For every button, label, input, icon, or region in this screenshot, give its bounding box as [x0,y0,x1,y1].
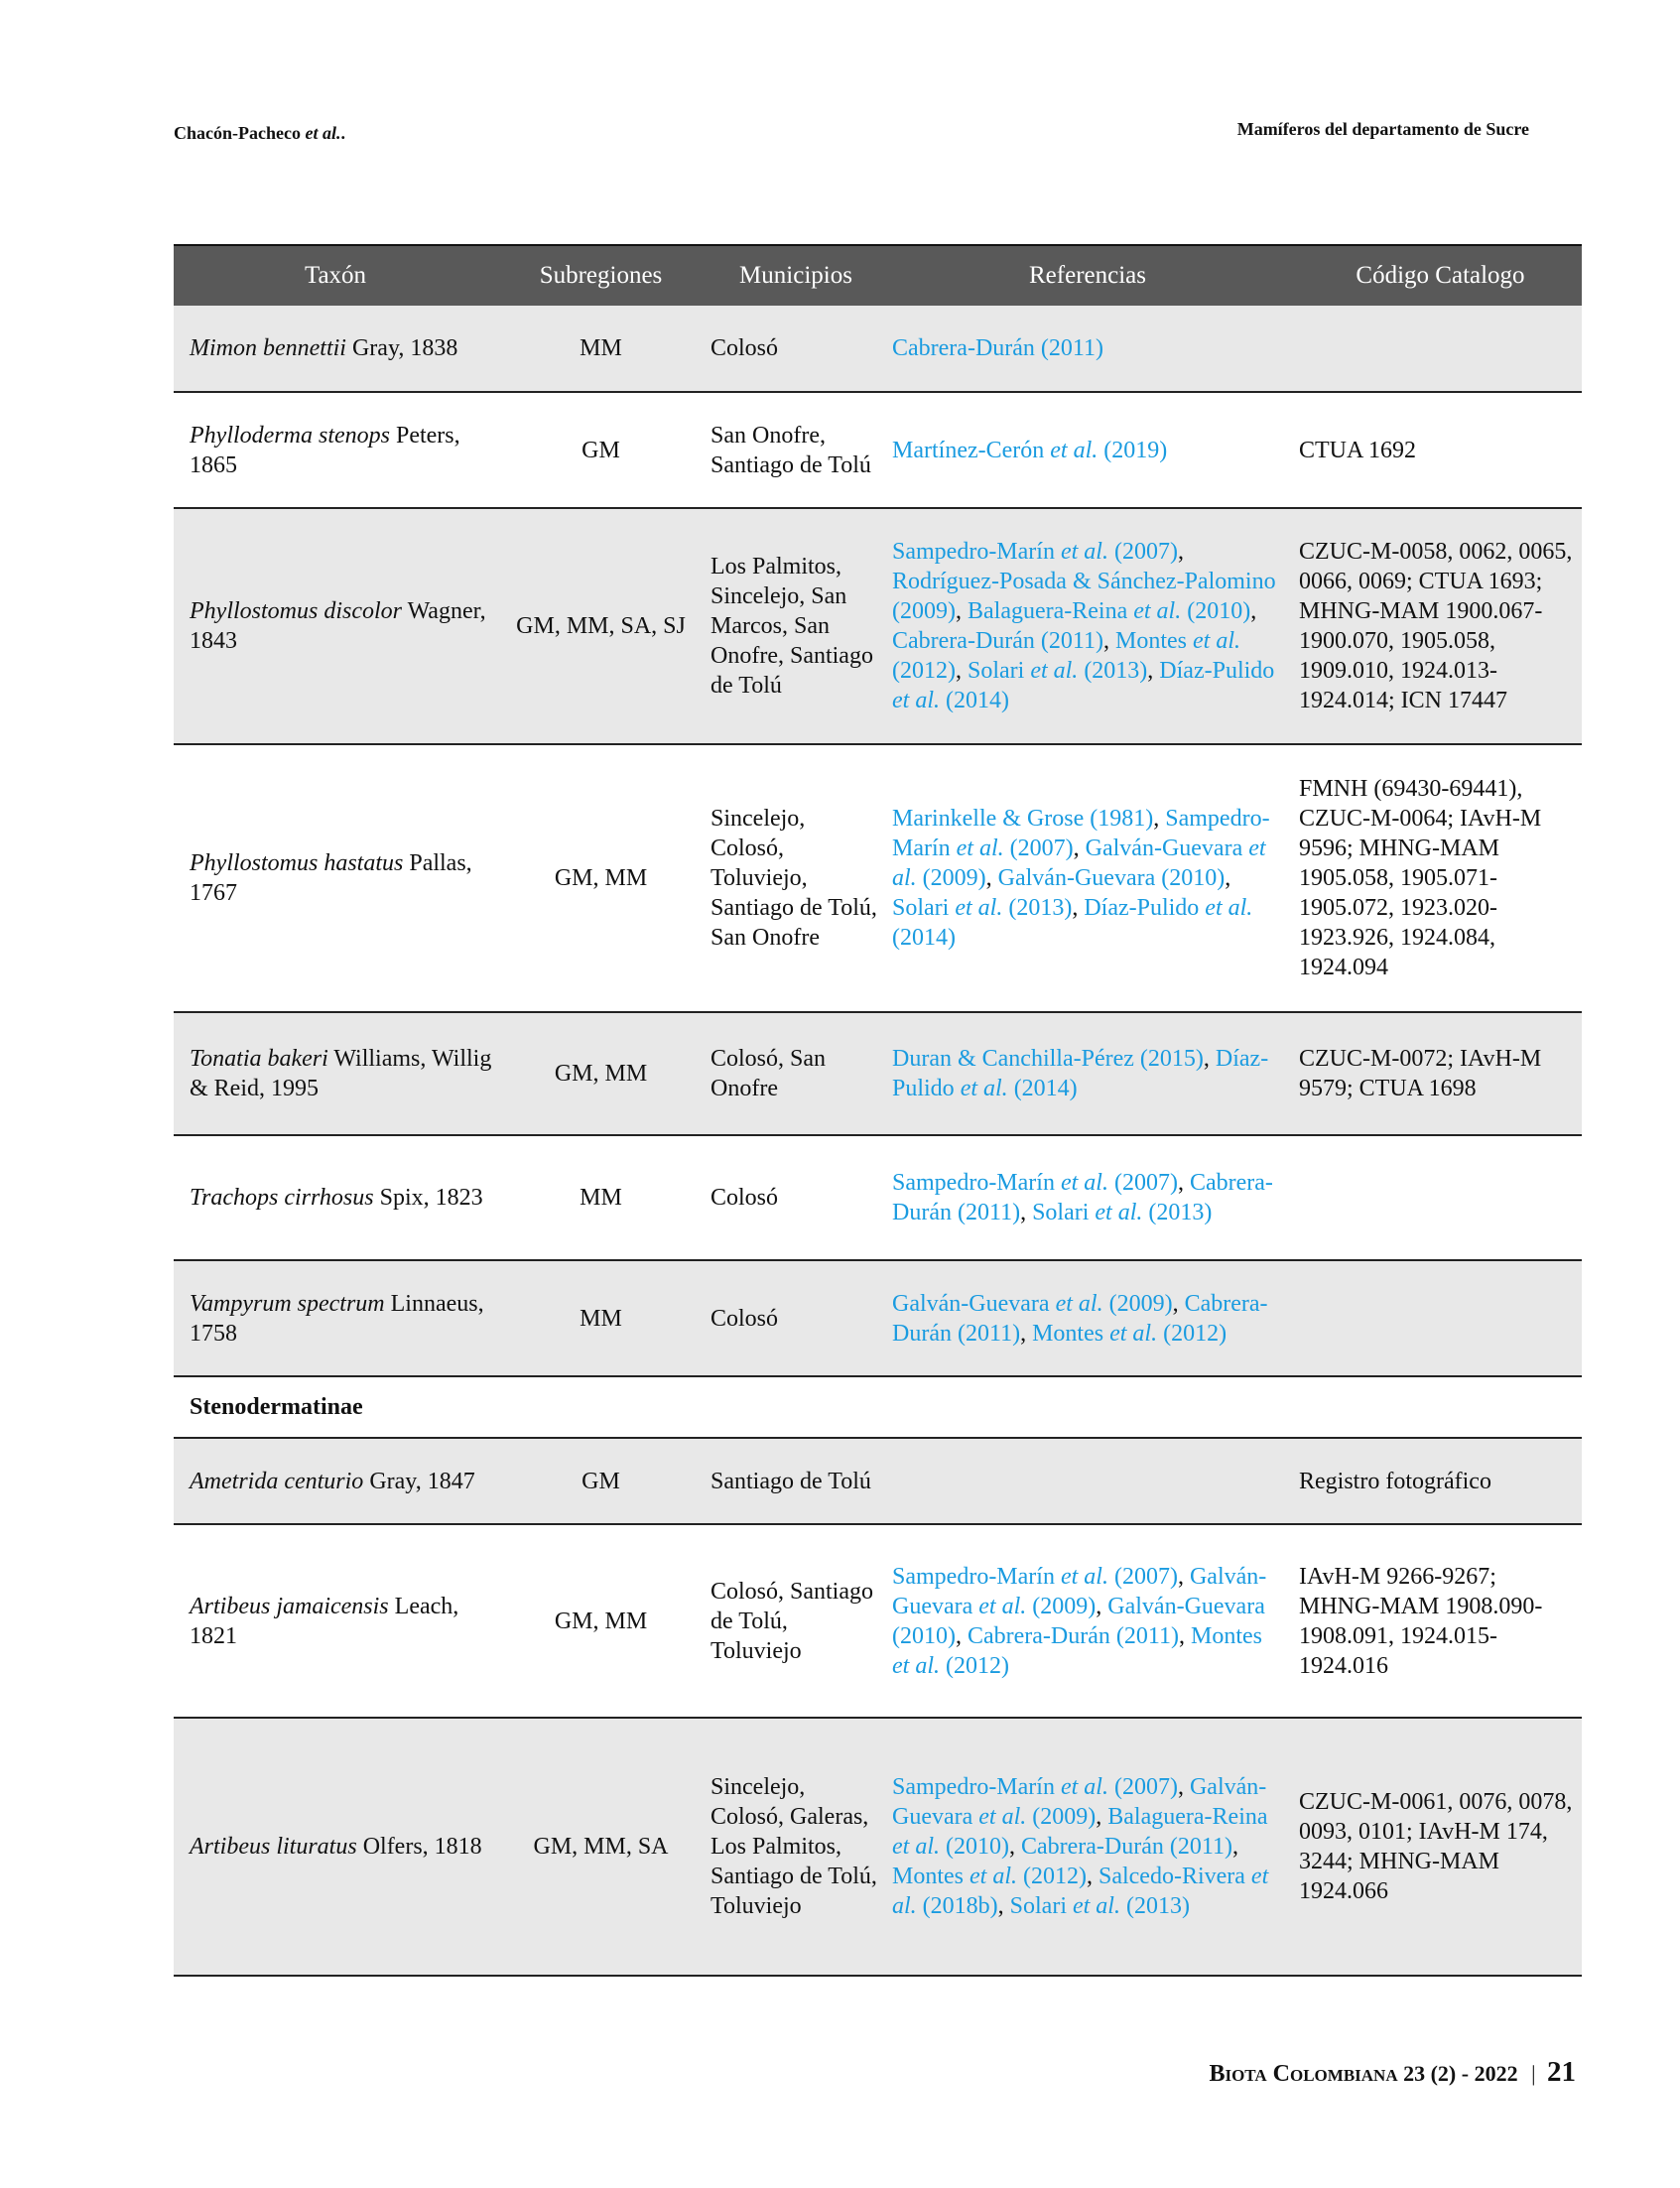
species-authority: Peters, 1865 [190,422,460,478]
reference-link[interactable] [892,1291,1173,1317]
reference-etal: et al. [1127,598,1182,624]
reference-link[interactable] [892,1564,1178,1590]
running-header-title: Mamíferos del departamento de Sucre [1236,119,1529,139]
reference-etal: et al. [950,836,1004,861]
page-number: 21 [1547,2056,1576,2088]
column-header-references: Referencias [1029,262,1146,289]
reference-link[interactable] [998,865,1226,891]
reference-etal: et al. [1103,1320,1158,1347]
taxon-cell [174,1135,507,1260]
references-cell: Sampedro-Marín et al. (2007), Cabrera-Durán (2011), Solari et al. (2013) [892,1170,1273,1225]
species-name: Vampyrum spectrum [190,1290,385,1317]
reference-etal: et al. [972,1593,1027,1619]
reference-link[interactable] [892,1046,1204,1072]
municipalities-cell: Colosó [711,1305,779,1332]
reference-link[interactable] [892,1170,1178,1196]
reference-year: (2014) [1007,1076,1078,1101]
reference-author: Sampedro-Marín [892,1774,1055,1800]
reference-author: Cabrera-Durán [967,1622,1110,1649]
reference-year: (2007) [1107,539,1178,565]
table-row [174,1012,1582,1135]
catalog-cell: CZUC-M-0072; IAvH-M 9579; CTUA 1698 [1299,1046,1542,1101]
table-row [174,1718,1582,1976]
table-row [174,392,1582,508]
reference-year: (2014) [940,688,1009,713]
reference-author: Duran & Canchilla-Pérez [892,1046,1134,1072]
reference-author: Montes [1191,1622,1262,1649]
reference-author: Díaz-Pulido [892,1046,1269,1101]
reference-etal: et al. [1044,437,1098,463]
taxon-cell [174,508,507,744]
taxon-cell [174,744,507,1012]
subregions-cell: GM, MM [554,1061,648,1087]
table-row [174,1438,1582,1524]
municipalities-cell: Colosó, Santiago de Tolú, Toluviejo [711,1578,874,1664]
municipalities-cell: Sincelejo, Colosó, Toluviejo, Santiago de Tolú, San Onofre [711,806,877,951]
reference-etal: et al. [892,1864,1269,1919]
subregions-cell: GM, MM [554,865,648,891]
reference-author: Cabrera-Durán [892,1290,1268,1347]
municipalities-cell: Colosó [711,335,779,361]
reference-year: (2011) [1109,1622,1179,1649]
taxon-cell [174,1012,507,1135]
reference-year: (2010) [940,1834,1009,1860]
taxon-cell [174,1438,507,1524]
reference-year: (2009) [1102,1290,1173,1317]
species-name: Phyllostomus hastatus [190,850,404,876]
reference-etal: et al. [1054,1563,1108,1590]
species-name: Trachops cirrhosus [190,1185,374,1211]
reference-author: Sampedro-Marín [892,539,1055,565]
reference-author: Salcedo-Rivera [1098,1864,1245,1889]
reference-year: (2014) [892,925,956,951]
reference-etal: et al. [1199,895,1253,921]
reference-year: (2009) [1026,1804,1097,1830]
municipalities-cell: Los Palmitos, Sincelejo, San Marcos, San Onofre, Santiago de Tolú [711,554,873,699]
reference-etal: et al. [954,1076,1008,1101]
reference-link[interactable] [1032,1200,1212,1225]
municipalities-cell: Colosó [711,1185,779,1211]
column-header-municipalities: Municipios [739,262,852,289]
reference-link[interactable] [968,1623,1179,1649]
reference-author: Díaz-Pulido [1084,895,1200,921]
authors-etal: et al. [305,123,341,143]
reference-author: Balaguera-Reina [1107,1804,1268,1830]
references-cell [881,1438,1289,1524]
reference-etal: et al. [1054,1170,1108,1196]
column-header-subregions: Subregiones [539,262,663,289]
reference-etal: et al. [1054,539,1108,565]
references-cell: Sampedro-Marín et al. (2007), Galván-Guevara et al. (2009), Balaguera-Reina et al. (2010), Cabrera-Durán (2011), Montes et al. (2012), Salcedo-Rivera et al. (2018b), Solari et al. (2013) [892,1774,1269,1919]
table-row [174,508,1582,744]
references-cell: Galván-Guevara et al. (2009), Cabrera-Durán (2011), Montes et al. (2012) [892,1290,1268,1347]
reference-year: (2015) [1133,1046,1204,1072]
reference-year: (2009) [1026,1593,1097,1619]
catalog-cell: Registro fotográfico [1299,1468,1491,1494]
table-row [174,1524,1582,1718]
species-name: Mimon bennettii [190,335,346,361]
table-header-row [174,245,1582,306]
reference-etal: et al. [1187,628,1241,654]
reference-year: (2010) [892,1622,956,1649]
subregions-cell: MM [580,335,622,361]
reference-link[interactable] [892,438,1167,463]
species-authority: Linnaeus, 1758 [190,1290,484,1347]
species-name: Artibeus jamaicensis [190,1593,389,1619]
subregions-cell: MM [580,1185,622,1211]
species-name: Phyllostomus discolor [190,598,402,624]
catalog-cell: FMNH (69430-69441), CZUC-M-0064; IAvH-M 9596; MHNG-MAM 1905.058, 1905.071-1905.072, 1923.020-1923.926, 1924.084, 1924.094 [1299,776,1542,980]
reference-year: (2012) [1017,1864,1087,1889]
reference-author: Solari [1032,1200,1090,1225]
reference-year: (2007) [1107,1170,1178,1196]
reference-year: (1981) [1084,806,1154,832]
reference-year: (2013) [1119,1893,1190,1919]
species-authority: Williams, Willig & Reid, 1995 [190,1046,492,1101]
reference-author: Montes [1115,628,1188,654]
reference-etal: et al. [892,836,1266,891]
reference-link[interactable] [892,806,1153,832]
reference-year: (2009) [916,865,986,891]
references-cell: Sampedro-Marín et al. (2007), Galván-Guevara et al. (2009), Galván-Guevara (2010), Cabrera-Durán (2011), Montes et al. (2012) [892,1563,1267,1679]
reference-year: (2010) [1155,865,1226,891]
reference-author: Galván-Guevara [892,1774,1267,1830]
municipalities-cell: Colosó, San Onofre [711,1046,827,1101]
reference-year: (2012) [940,1652,1009,1679]
reference-year: (2013) [1142,1200,1213,1225]
reference-etal: et al. [949,895,1003,921]
reference-year: (2011) [951,1320,1021,1347]
section-row [174,1376,1582,1438]
reference-year: (2019) [1098,437,1168,463]
species-authority: Wagner, 1843 [190,598,486,654]
reference-link[interactable] [892,1774,1178,1800]
species-authority: Gray, 1847 [363,1468,475,1494]
taxon-cell [174,1524,507,1718]
reference-etal: et al. [892,1834,940,1860]
section-title: Stenodermatinae [190,1394,363,1420]
reference-author: Montes [1032,1320,1104,1347]
reference-author: Galván-Guevara [892,1290,1050,1317]
species-name: Phylloderma stenops [190,422,390,449]
reference-etal: et al. [964,1864,1017,1889]
subregions-cell: GM [582,1468,620,1494]
species-authority: Gray, 1838 [345,335,458,361]
reference-author: Balaguera-Reina [967,598,1128,624]
column-header-catalog: Código Catalogo [1356,262,1525,289]
reference-etal: et al. [972,1804,1027,1830]
reference-author: Solari [1009,1893,1067,1919]
catalog-cell [1289,1135,1582,1260]
references-cell: Duran & Canchilla-Pérez (2015), Díaz-Pulido et al. (2014) [892,1046,1269,1101]
authors: Chacón-Pacheco [174,123,301,143]
reference-year: (2018b) [916,1893,998,1919]
table-row [174,744,1582,1012]
catalog-cell: CTUA 1692 [1299,437,1417,463]
table-body [174,306,1582,1976]
references-cell [881,392,1289,508]
reference-author: Díaz-Pulido [1159,658,1275,684]
table-row [174,306,1582,392]
reference-link[interactable] [1010,1893,1190,1919]
reference-etal: et al. [1049,1290,1103,1317]
reference-link[interactable] [892,335,1103,361]
reference-year: (2011) [1034,628,1104,654]
catalog-cell [1289,306,1582,392]
references-cell [881,306,1289,392]
reference-etal: et al. [1066,1893,1120,1919]
reference-year: (2013) [1078,658,1148,684]
reference-year: (2010) [1181,598,1251,624]
municipalities-cell: San Onofre, Santiago de Tolú [711,422,871,478]
reference-link[interactable] [968,658,1147,684]
reference-author: Galván-Guevara [1085,836,1243,861]
reference-link[interactable] [968,598,1250,624]
reference-etal: et al. [892,688,940,713]
species-name: Tonatia bakeri [190,1046,328,1072]
reference-author: Cabrera-Durán [1020,1834,1164,1860]
page-footer [1209,2056,1576,2089]
taxon-cell [174,1260,507,1376]
subregions-cell: GM [582,437,620,463]
catalog-cell: CZUC-M-0061, 0076, 0078, 0093, 0101; IAvH-M 174, 3244; MHNG-MAM 1924.066 [1299,1789,1573,1904]
reference-author: Montes [892,1864,964,1889]
reference-author: Cabrera-Durán [892,1170,1273,1225]
reference-year: (2013) [1002,895,1073,921]
reference-author: Galván-Guevara [892,1563,1267,1619]
reference-author: Marinkelle & Grose [892,806,1085,832]
reference-author: Galván-Guevara [997,865,1156,891]
taxon-cell [174,306,507,392]
reference-author: Solari [892,895,950,921]
catalog-cell: IAvH-M 9266-9267; MHNG-MAM 1908.090-1908.091, 1924.015-1924.016 [1299,1563,1543,1679]
reference-year: (2007) [1107,1774,1178,1800]
reference-author: Sampedro-Marín [892,1170,1055,1196]
reference-link[interactable] [1021,1834,1232,1860]
reference-link[interactable] [892,628,1103,654]
municipalities-cell: Santiago de Tolú [711,1468,871,1494]
reference-etal: et al. [892,1652,940,1679]
reference-etal: et al. [1054,1774,1108,1800]
journal-issue: 23 (2) - 2022 [1403,2061,1518,2086]
species-authority: Pallas, 1767 [190,850,472,906]
species-name: Ametrida centurio [190,1468,364,1494]
reference-year: (2012) [1157,1320,1228,1347]
reference-year: (2011) [1163,1834,1232,1860]
reference-author: Sampedro-Marín [892,806,1270,861]
journal-name: Biota Colombiana [1209,2061,1398,2087]
reference-year: (2011) [1034,335,1104,361]
running-header-authors: Chacón-Pacheco et al.. [174,123,345,143]
catalog-cell: CZUC-M-0058, 0062, 0065, 0066, 0069; CTUA 1693; MHNG-MAM 1900.067-1900.070, 1905.058, 1909.010, 1924.013-1924.014; ICN 17447 [1299,539,1573,713]
reference-author: Galván-Guevara [1107,1593,1265,1619]
reference-author: Solari [967,658,1025,684]
reference-author: Sampedro-Marín [892,1563,1055,1590]
reference-year: (2007) [1107,1563,1178,1590]
reference-author: Cabrera-Durán [892,628,1035,654]
catalog-cell [1289,1260,1582,1376]
reference-etal: et al. [1089,1200,1143,1225]
species-name: Artibeus lituratus [190,1834,357,1860]
taxon-cell [174,1718,507,1976]
reference-author: Cabrera-Durán [892,335,1035,361]
table-row [174,1260,1582,1376]
reference-year: (2007) [1003,836,1074,861]
references-cell: Sampedro-Marín et al. (2007), Rodríguez-Posada & Sánchez-Palomino (2009), Balaguera-Reina et al. (2010), Cabrera-Durán (2011), Montes et al. (2012), Solari et al. (2013), Díaz-Pulido et al. (2014) [892,539,1276,713]
subregions-cell: GM, MM, SA [533,1834,669,1860]
table-row [174,1135,1582,1260]
footer-separator: | [1531,2061,1536,2086]
subregions-cell: MM [580,1305,622,1332]
column-header-taxon: Taxón [304,262,367,289]
species-authority: Spix, 1823 [373,1185,483,1211]
references-cell: Marinkelle & Grose (1981), Sampedro-Marín et al. (2007), Galván-Guevara et al. (2009), Galván-Guevara (2010), Solari et al. (2013), Díaz-Pulido et al. (2014) [892,806,1270,951]
reference-year: (2009) [892,598,956,624]
reference-etal: et al. [1024,658,1079,684]
reference-link[interactable] [1032,1321,1227,1347]
reference-link[interactable] [892,895,1072,921]
species-authority: Leach, 1821 [190,1593,459,1649]
reference-year: (2011) [951,1200,1021,1225]
subregions-cell: GM, MM, SA, SJ [516,613,686,639]
subregions-cell: GM, MM [554,1608,648,1634]
reference-link[interactable] [892,539,1178,565]
species-table [174,244,1582,1977]
municipalities-cell: Sincelejo, Colosó, Galeras, Los Palmitos, Santiago de Tolú, Toluviejo [711,1774,877,1919]
taxon-cell [174,392,507,508]
reference-author: Rodríguez-Posada & Sánchez-Palomino [892,569,1276,594]
reference-year: (2012) [892,658,956,684]
reference-link[interactable] [892,1864,1087,1889]
reference-author: Martínez-Cerón [892,437,1045,463]
species-authority: Olfers, 1818 [356,1834,482,1860]
